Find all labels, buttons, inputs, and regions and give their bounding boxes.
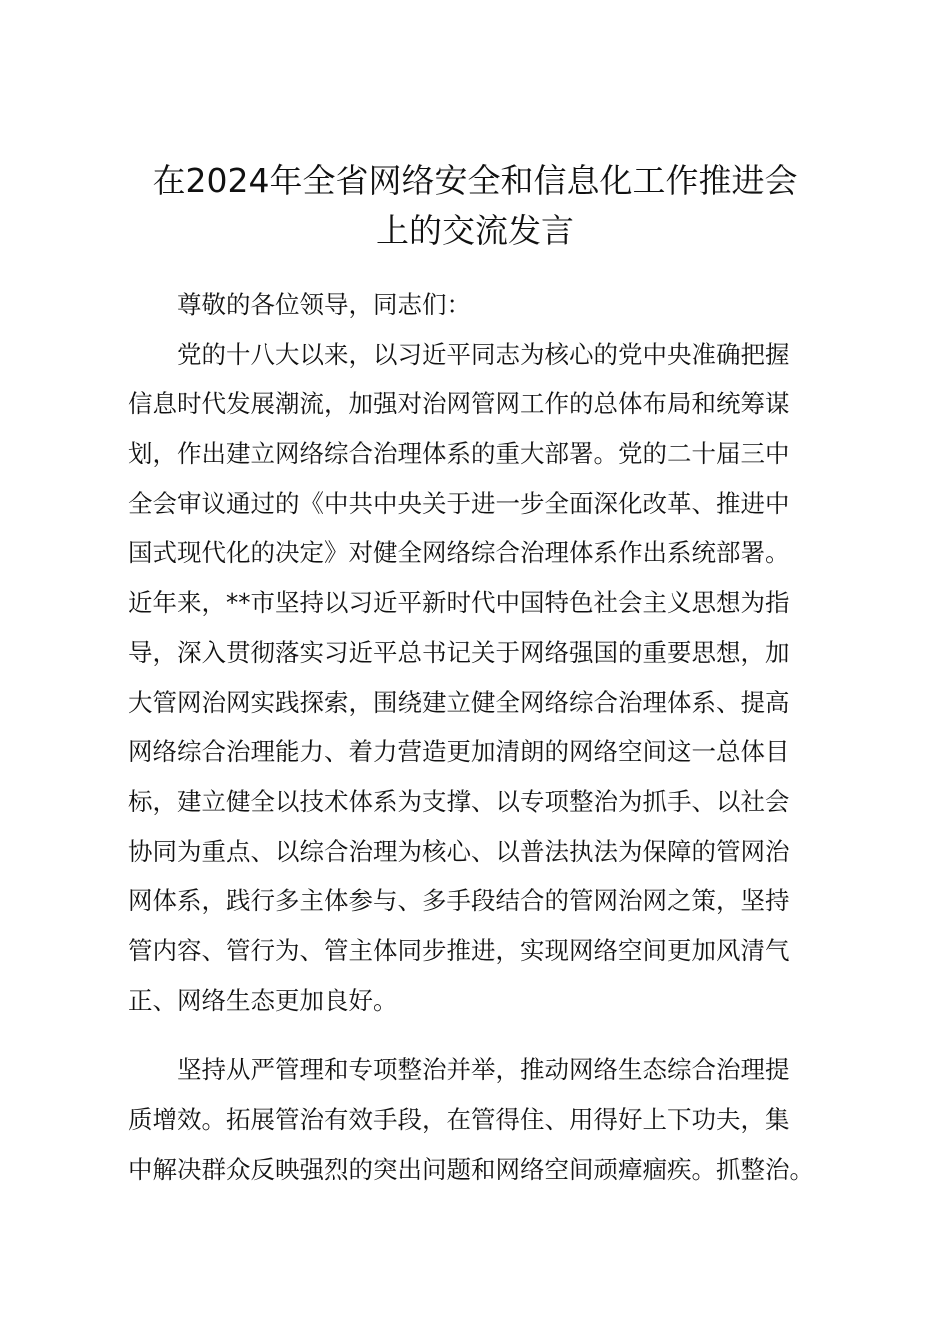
paragraph-line: 网络综合治理能力、着力营造更加清朗的网络空间这一总体目 [128,737,790,767]
document-body [128,280,834,1194]
paragraph-line: 正、网络生态更加良好。 [128,985,398,1015]
paragraph-line: 标，建立健全以技术体系为支撑、以专项整治为抓手、以社会 [128,786,790,816]
title-line: 上的交流发言 [376,211,574,250]
paragraph-line: 协同为重点、以综合治理为核心、以普法执法为保障的管网治 [128,836,790,866]
paragraph-line: 国式现代化的决定》对健全网络综合治理体系作出系统部署。 [128,538,790,568]
paragraph-2 [128,1045,834,1194]
paragraph-line: 质增效。拓展管治有效手段，在管得住、用得好上下功夫，集 [128,1105,790,1134]
title-line: 在2024年全省网络安全和信息化工作推进会 [152,161,798,200]
paragraph-line: 网体系，践行多主体参与、多手段结合的管网治网之策，坚持 [128,886,790,916]
paragraph-spacer [128,1025,834,1045]
paragraph-line: 坚持从严管理和专项整治并举，推动网络生态综合治理提 [177,1055,790,1085]
paragraph-line: 导，深入贯彻落实习近平总书记关于网络强国的重要思想，加 [128,637,790,667]
paragraph-1 [128,330,834,1026]
paragraph-line: 近年来，**市坚持以习近平新时代中国特色社会主义思想为指 [128,588,790,618]
paragraph-line: 党的十八大以来，以习近平同志为核心的党中央准确把握 [177,339,790,369]
paragraph-line: 划，作出建立网络综合治理体系的重大部署。党的二十届三中 [128,439,790,469]
paragraph-line: 信息时代发展潮流，加强对治网管网工作的总体布局和统筹谋 [128,389,790,419]
paragraph-line: 大管网治网实践探索，围绕建立健全网络综合治理体系、提高 [128,687,790,717]
paragraph-line: 中解决群众反映强烈的突出问题和网络空间顽瘴痼疾。抓整治。 [128,1154,814,1184]
document-title [110,156,840,256]
paragraph-line: 管内容、管行为、管主体同步推进，实现网络空间更加风清气 [128,935,790,965]
salutation: 尊敬的各位领导，同志们： [177,290,471,319]
paragraph-line: 全会审议通过的《中共中央关于进一步全面深化改革、推进中 [128,488,790,518]
